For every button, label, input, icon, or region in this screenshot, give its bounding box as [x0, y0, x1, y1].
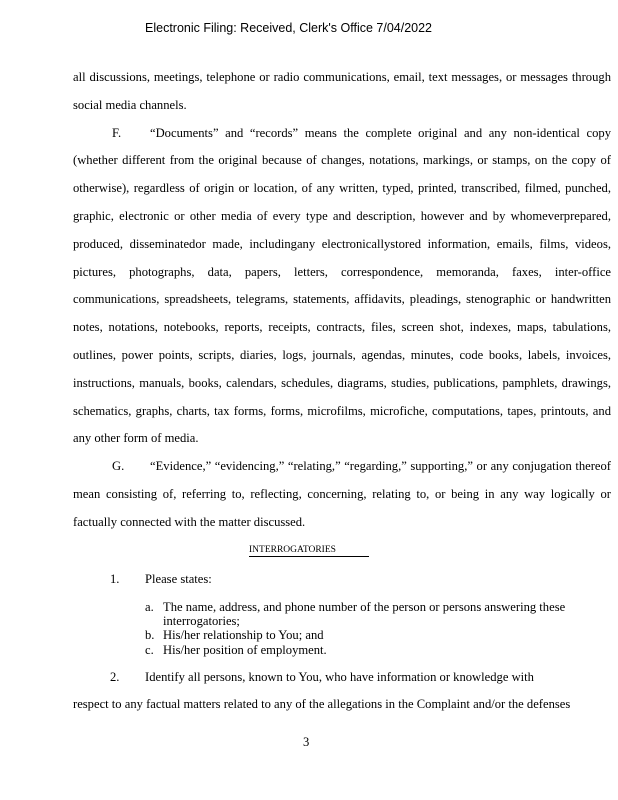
- section-title: INTERROGATORIES: [249, 545, 369, 557]
- definition-g-text: “Evidence,” “evidencing,” “relating,” “regarding,” supporting,” or any conjugation thereof mean consisting of, referring to, reflecting, concerning, relating to, or being in any way logically or factually connected with the matter discussed.: [73, 459, 611, 529]
- definition-g: [73, 453, 611, 536]
- question-2: [110, 670, 534, 685]
- subitem-text: His/her position of employment.: [163, 642, 327, 657]
- question-text: Please states:: [145, 572, 212, 586]
- question-number: 1.: [110, 572, 120, 586]
- definition-f-text: “Documents” and “records” means the complete original and any non-identical copy (whether different from the original because of changes, notations, markings, or stamps, on the copy of otherwise), regardless of origin or location, of any written, typed, printed, transcribed, filmed, punched, graphic, electronic or other media of every type and description, however and by whomeverprepared, produced, disseminatedor made, includingany electronicallystored information, emails, films, videos, pictures, photographs, data, papers, letters, correspondence, memoranda, faxes, inter-office communications, spreadsheets, telegrams, statements, affidavits, pleadings, stenographic or handwritten notes, notations, notebooks, reports, receipts, contracts, files, screen shot, indexes, maps, tabulations, outlines, power points, scripts, diaries, logs, journals, agendas, minutes, code books, labels, invoices, instructions, manuals, books, calendars, schedules, diagrams, studies, publications, pamphlets, drawings, schematics, graphs, charts, tax forms, forms, microfilms, microfiche, computations, tapes, printouts, and any other form of media.: [73, 125, 611, 446]
- subitem-text: The name, address, and phone number of the person or persons answering these interrogatories;: [163, 600, 566, 629]
- subitem-text: His/her relationship to You; and: [163, 628, 324, 643]
- subitem-letter: a.: [145, 600, 154, 614]
- definition-f-label: F.: [112, 125, 122, 140]
- list-item: [145, 643, 605, 657]
- page-number: 3: [303, 735, 310, 749]
- list-item: [145, 600, 605, 628]
- definition-f: [73, 120, 611, 454]
- subitem-letter: b.: [145, 628, 155, 643]
- page-body: [73, 62, 611, 537]
- subitem-letter: c.: [145, 642, 154, 657]
- paragraph-continuation: all discussions, meetings, telephone or radio communications, email, text messages, or messages through social media channels.: [73, 70, 611, 112]
- question-1: [110, 572, 212, 587]
- question-2-continuation: respect to any factual matters related to any of the allegations in the Complaint and/or the defenses: [73, 697, 571, 711]
- subitem-list: [145, 600, 605, 657]
- question-text: Identify all persons, known to You, who have information or knowledge with: [145, 670, 534, 684]
- list-item: [145, 628, 605, 642]
- definition-g-label: G.: [112, 459, 125, 474]
- filing-header: Electronic Filing: Received, Clerk's Office 7/04/2022: [145, 21, 433, 35]
- question-number: 2.: [110, 670, 120, 684]
